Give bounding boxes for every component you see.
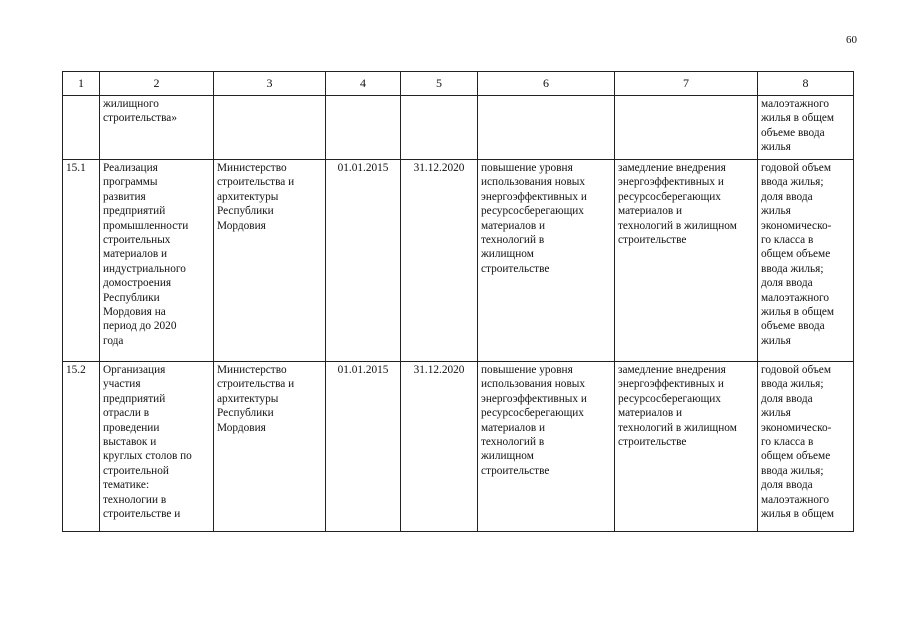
column-number-header-row (63, 72, 854, 96)
consequences-cell: замедление внедрения энергоэффективных и ресурсосберегающих материалов и технологий в жилищном строительстве (615, 362, 758, 532)
expected-result-cell: повышение уровня использования новых энергоэффективных и ресурсосберегающих материалов и технологий в жилищном строительстве (478, 160, 615, 362)
indicators-cell: малоэтажного жилья в общем объеме ввода жилья (758, 96, 854, 160)
executor-cell: Министерство строительства и архитектуры Республики Мордовия (214, 160, 326, 362)
column-header: 2 (100, 72, 214, 96)
page-number: 60 (846, 34, 857, 46)
start-date-cell: 01.01.2015 (326, 160, 401, 362)
start-date-cell: 01.01.2015 (326, 362, 401, 532)
activity-cell: Реализация программы развития предприятий промышленности строительных материалов и индустриального домостроения Республики Мордовия на период до 2020 года (100, 160, 214, 362)
table-row (63, 160, 854, 362)
activity-cell: Организация участия предприятий отрасли в проведении выставок и круглых столов по строительной тематике: технологии в строительстве и (100, 362, 214, 532)
executor-cell (214, 96, 326, 160)
column-header: 5 (401, 72, 478, 96)
activity-cell: жилищного строительства» (100, 96, 214, 160)
indicators-cell: годовой объем ввода жилья; доля ввода жилья экономическо- го класса в общем объеме ввода жилья; доля ввода малоэтажного жилья в общем (758, 362, 854, 532)
start-date-cell (326, 96, 401, 160)
row-number-cell: 15.2 (63, 362, 100, 532)
column-header: 1 (63, 72, 100, 96)
column-header: 4 (326, 72, 401, 96)
expected-result-cell (478, 96, 615, 160)
consequences-cell (615, 96, 758, 160)
executor-cell: Министерство строительства и архитектуры Республики Мордовия (214, 362, 326, 532)
activities-table (62, 71, 854, 532)
end-date-cell: 31.12.2020 (401, 160, 478, 362)
column-header: 8 (758, 72, 854, 96)
consequences-cell: замедление внедрения энергоэффективных и ресурсосберегающих материалов и технологий в жилищном строительстве (615, 160, 758, 362)
row-number-cell: 15.1 (63, 160, 100, 362)
end-date-cell (401, 96, 478, 160)
table-row (63, 362, 854, 532)
table-row (63, 96, 854, 160)
column-header: 6 (478, 72, 615, 96)
expected-result-cell: повышение уровня использования новых энергоэффективных и ресурсосберегающих материалов и технологий в жилищном строительстве (478, 362, 615, 532)
end-date-cell: 31.12.2020 (401, 362, 478, 532)
row-number-cell (63, 96, 100, 160)
column-header: 7 (615, 72, 758, 96)
indicators-cell: годовой объем ввода жилья; доля ввода жилья экономическо- го класса в общем объеме ввода жилья; доля ввода малоэтажного жилья в общем объеме ввода жилья (758, 160, 854, 362)
column-header: 3 (214, 72, 326, 96)
